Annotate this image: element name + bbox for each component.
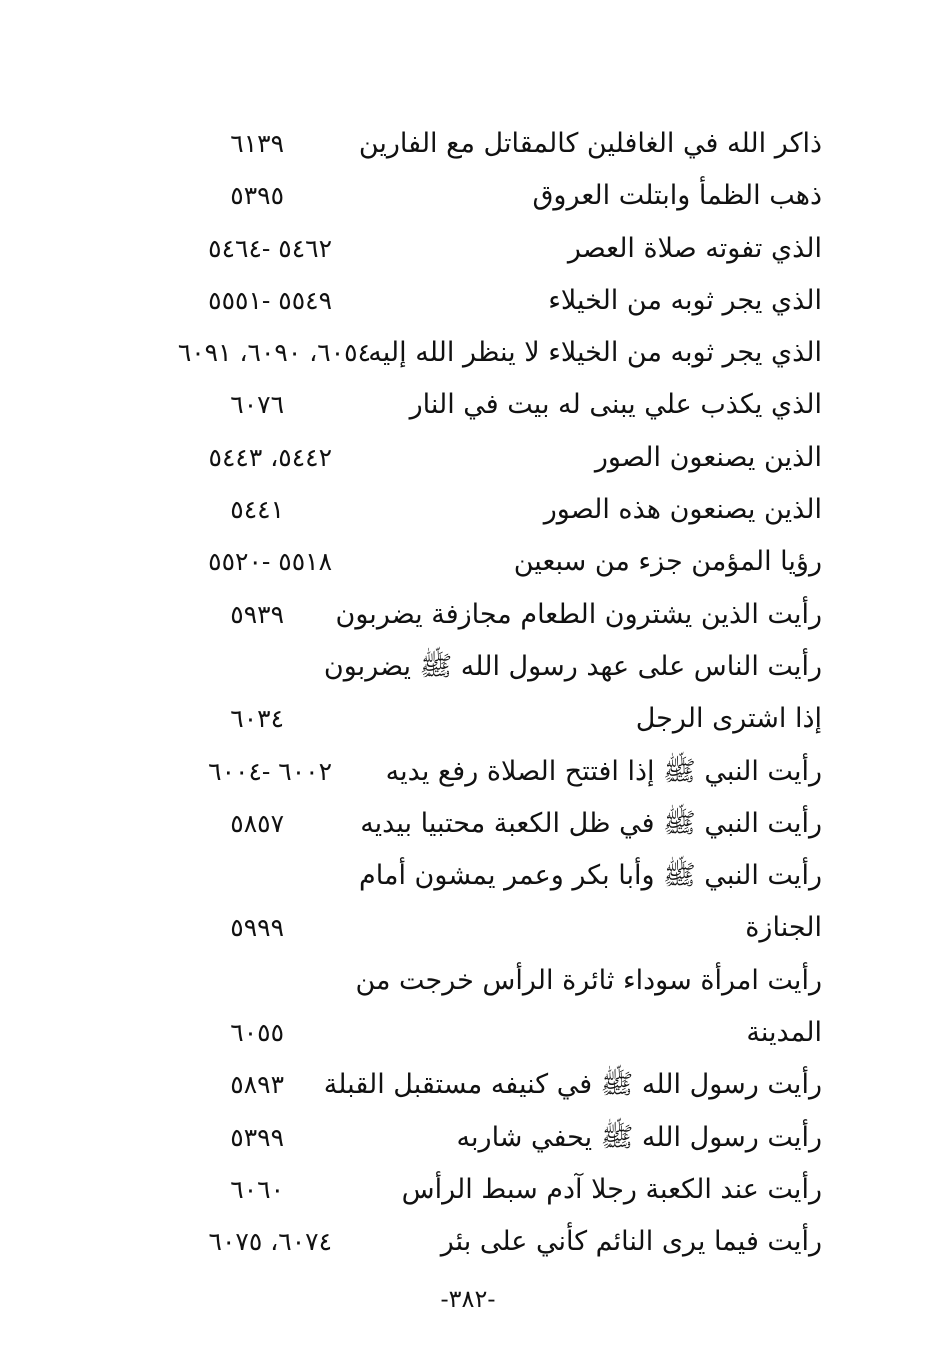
entry-text: إذا اشترى الرجل: [635, 703, 822, 735]
index-entry: [0, 902, 936, 954]
index-entry: [0, 484, 936, 536]
entry-text: الذين يصنعون الصور: [594, 441, 822, 473]
entry-text: الذي تفوته صلاة العصر: [567, 232, 822, 264]
index-entry: [0, 693, 936, 745]
index-entry: [0, 641, 936, 693]
entry-refs: ٦٠٦٠: [230, 1174, 284, 1204]
entry-text: رأيت النبي ﷺ إذا افتتح الصلاة رفع يديه: [385, 755, 822, 787]
entry-refs: ٥٥٤٩ -٥٥٥١: [208, 285, 332, 315]
entry-text: رأيت فيما يرى النائم كأني على بئر: [440, 1226, 822, 1258]
entry-text: الذي يجر ثوبه من الخيلاء لا ينظر الله إليه: [368, 337, 822, 369]
index-entry: [0, 379, 936, 431]
index-entry: [0, 798, 936, 850]
entry-text: رأيت عند الكعبة رجلا آدم سبط الرأس: [401, 1173, 822, 1205]
entry-refs: ٥٤٤١: [230, 495, 284, 525]
index-entry: [0, 1007, 936, 1059]
index-entry: [0, 589, 936, 641]
index-entry: [0, 275, 936, 327]
entry-refs: ٥٤٤٢، ٥٤٤٣: [208, 442, 332, 472]
entry-refs: ٦٠٠٢ -٦٠٠٤: [208, 756, 332, 786]
index-entry: [0, 955, 936, 1007]
index-entry: [0, 850, 936, 902]
index-entry: [0, 327, 936, 379]
entry-text: الذي يكذب علي يبنى له بيت في النار: [409, 389, 822, 421]
index-entry: [0, 118, 936, 170]
index-entries: [0, 118, 936, 1269]
entry-text: الذين يصنعون هذه الصور: [543, 494, 822, 526]
entry-refs: ٥٣٩٩: [230, 1122, 284, 1152]
entry-text: رأيت الذين يشترون الطعام مجازفة يضربون: [335, 598, 822, 630]
index-entry: [0, 223, 936, 275]
entry-text: رأيت النبي ﷺ وأبا بكر وعمر يمشون أمام: [359, 860, 822, 892]
entry-text: رأيت امرأة سوداء ثائرة الرأس خرجت من: [355, 964, 822, 996]
entry-refs: ٦٠٥٥: [230, 1018, 284, 1048]
index-entry: [0, 1164, 936, 1216]
entry-text: الذي يجر ثوبه من الخيلاء: [548, 284, 822, 316]
entry-refs: ٥٣٩٥: [230, 181, 284, 211]
index-entry: [0, 1216, 936, 1268]
entry-text: ذهب الظمأ وابتلت العروق: [532, 180, 822, 212]
entry-text: رأيت الناس على عهد رسول الله ﷺ يضربون: [323, 650, 822, 682]
entry-text: رأيت رسول الله ﷺ في كنيفه مستقبل القبلة: [323, 1069, 822, 1101]
entry-text: رأيت النبي ﷺ في ظل الكعبة محتبيا بيديه: [360, 807, 822, 839]
entry-refs: ٦٠٧٦: [230, 390, 284, 420]
index-entry: [0, 1059, 936, 1111]
entry-refs: ٥٩٩٩: [230, 913, 284, 943]
entry-text: رأيت رسول الله ﷺ يحفي شاربه: [456, 1121, 822, 1153]
entry-text: ذاكر الله في الغافلين كالمقاتل مع الفارين: [358, 128, 822, 159]
entry-refs: ٦١٣٩: [230, 129, 284, 158]
entry-refs: ٦٠٣٤: [230, 704, 284, 734]
entry-refs: ٥٨٥٧: [230, 808, 284, 838]
entry-refs: ٥٤٦٢ -٥٤٦٤: [208, 233, 332, 263]
entry-refs: ٥٥١٨ -٥٥٢٠: [208, 547, 332, 577]
entry-text: المدينة: [746, 1017, 822, 1049]
entry-refs: ٦٠٧٤، ٦٠٧٥: [208, 1227, 332, 1257]
index-entry: [0, 170, 936, 222]
entry-text: رؤيا المؤمن جزء من سبعين: [513, 546, 822, 578]
entry-refs: ٥٨٩٣: [230, 1070, 284, 1100]
entry-text: الجنازة: [745, 912, 822, 944]
entry-refs: ٥٩٣٩: [230, 599, 284, 629]
index-entry: [0, 536, 936, 588]
index-entry: [0, 1112, 936, 1164]
index-entry: [0, 432, 936, 484]
entry-refs: ٦٠٥٤، ٦٠٩٠، ٦٠٩١: [177, 338, 371, 368]
index-entry: [0, 746, 936, 798]
page-number: -٣٨٢-: [440, 1285, 496, 1313]
